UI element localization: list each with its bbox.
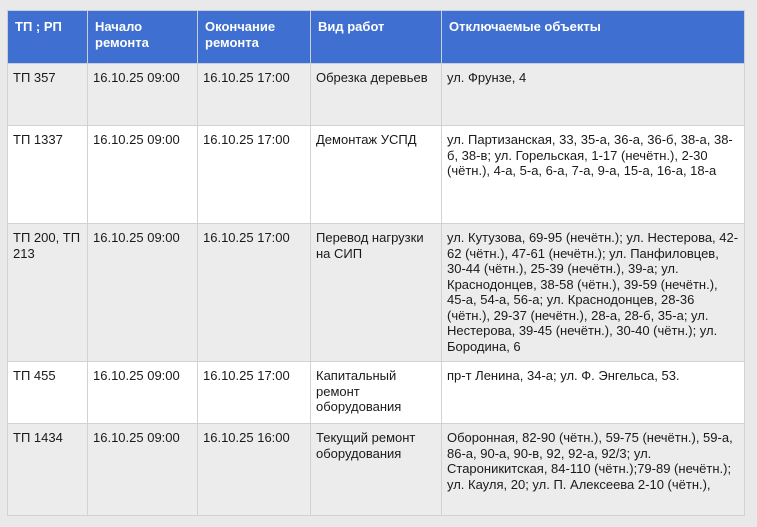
header-end: Окончание ремонта	[198, 11, 311, 64]
cell-end: 16.10.25 16:00	[198, 424, 311, 516]
header-tp: ТП ; РП	[8, 11, 88, 64]
cell-objects: ул. Партизанская, 33, 35-а, 36-а, 36-б, 38-а, 38-б, 38-в; ул. Горельская, 1-17 (нечётн.), 2-30 (чётн.), 4-а, 5-а, 6-а, 7-а, 9-а, 15-а, 16-а, 18-а	[442, 126, 745, 224]
cell-tp: ТП 357	[8, 64, 88, 126]
header-start: Начало ремонта	[88, 11, 198, 64]
header-objects: Отключаемые объекты	[442, 11, 745, 64]
cell-work: Текущий ремонт оборудования	[311, 424, 442, 516]
table-row	[8, 362, 745, 424]
cell-tp: ТП 200, ТП 213	[8, 224, 88, 362]
cell-work: Демонтаж УСПД	[311, 126, 442, 224]
table-row	[8, 64, 745, 126]
cell-objects: Оборонная, 82-90 (чётн.), 59-75 (нечётн.), 59-а, 86-а, 90-а, 90-в, 92, 92-а, 92/3; ул. Староникитская, 84-110 (чётн.);79-89 (нечётн.); ул. Кауля, 20; ул. П. Алексеева 2-10 (чётн.),	[442, 424, 745, 516]
cell-work: Капитальный ремонт оборудования	[311, 362, 442, 424]
cell-end: 16.10.25 17:00	[198, 64, 311, 126]
cell-end: 16.10.25 17:00	[198, 362, 311, 424]
table-row	[8, 424, 745, 516]
header-row	[8, 11, 745, 64]
table-row	[8, 224, 745, 362]
header-work: Вид работ	[311, 11, 442, 64]
cell-start: 16.10.25 09:00	[88, 126, 198, 224]
cell-start: 16.10.25 09:00	[88, 362, 198, 424]
cell-work: Обрезка деревьев	[311, 64, 442, 126]
cell-end: 16.10.25 17:00	[198, 126, 311, 224]
cell-tp: ТП 455	[8, 362, 88, 424]
cell-tp: ТП 1337	[8, 126, 88, 224]
cell-work: Перевод нагрузки на СИП	[311, 224, 442, 362]
outage-table	[7, 10, 745, 516]
cell-start: 16.10.25 09:00	[88, 424, 198, 516]
cell-objects: пр-т Ленина, 34-а; ул. Ф. Энгельса, 53.	[442, 362, 745, 424]
cell-objects: ул. Кутузова, 69-95 (нечётн.); ул. Нестерова, 42-62 (чётн.), 47-61 (нечётн.); ул. Панфиловцев, 30-44 (чётн.), 25-39 (нечётн.), 39-а; ул. Краснодонцев, 38-58 (чётн.), 39-59 (нечётн.), 45-а, 54-а, 56-а; ул. Краснодонцев, 28-36 (чётн.), 29-37 (нечётн.), 28-а, 28-б, 35-а; ул. Нестерова, 39-45 (нечётн.), 30-40 (чётн.); ул. Бородина, 6	[442, 224, 745, 362]
cell-end: 16.10.25 17:00	[198, 224, 311, 362]
cell-start: 16.10.25 09:00	[88, 224, 198, 362]
table-row	[8, 126, 745, 224]
cell-tp: ТП 1434	[8, 424, 88, 516]
cell-objects: ул. Фрунзе, 4	[442, 64, 745, 126]
cell-start: 16.10.25 09:00	[88, 64, 198, 126]
